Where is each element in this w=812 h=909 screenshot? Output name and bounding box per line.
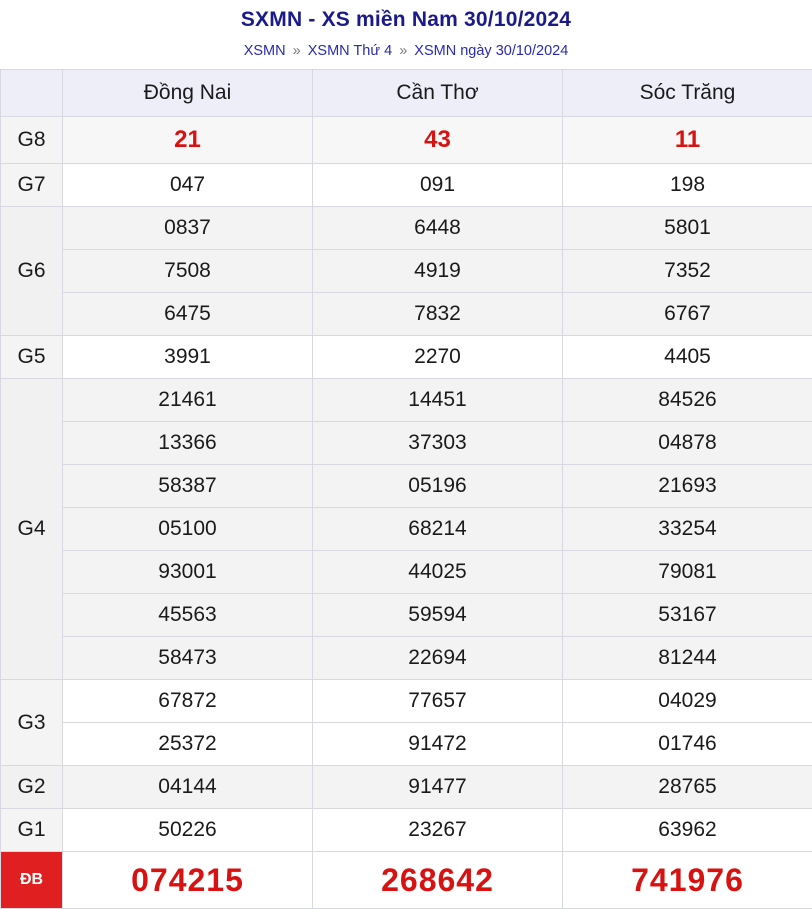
prize-value-g8-dong-nai: 21 (63, 117, 313, 164)
prize-value-g4-soc-trang-7: 81244 (563, 637, 812, 680)
prize-value-g6-dong-nai-2: 7508 (63, 250, 313, 293)
prize-label-g3: G3 (1, 680, 63, 766)
prize-label-g8: G8 (1, 117, 63, 164)
prize-value-g1-soc-trang: 63962 (563, 809, 812, 852)
table-row-g1 (1, 809, 812, 852)
table-row-g7 (1, 164, 812, 207)
breadcrumb-item-date[interactable]: XSMN ngày 30/10/2024 (414, 43, 568, 59)
prize-value-g7-can-tho: 091 (313, 164, 563, 207)
province-header-soc-trang: Sóc Trăng (563, 70, 812, 117)
prize-value-g1-can-tho: 23267 (313, 809, 563, 852)
prize-value-g3-can-tho-1: 77657 (313, 680, 563, 723)
prize-value-g4-can-tho-3: 05196 (313, 465, 563, 508)
table-row-g4-3 (1, 465, 812, 508)
prize-value-db-dong-nai: 074215 (63, 852, 313, 909)
prize-value-g4-soc-trang-1: 84526 (563, 379, 812, 422)
prize-value-g3-can-tho-2: 91472 (313, 723, 563, 766)
prize-value-g1-dong-nai: 50226 (63, 809, 313, 852)
prize-value-g7-dong-nai: 047 (63, 164, 313, 207)
prize-value-g4-dong-nai-7: 58473 (63, 637, 313, 680)
table-row-db (1, 852, 812, 909)
prize-value-g7-soc-trang: 198 (563, 164, 812, 207)
table-row-g6-1 (1, 207, 812, 250)
prize-value-g5-can-tho: 2270 (313, 336, 563, 379)
prize-value-g2-can-tho: 91477 (313, 766, 563, 809)
prize-label-g6: G6 (1, 207, 63, 336)
table-row-g4-6 (1, 594, 812, 637)
table-row-g3-1 (1, 680, 812, 723)
prize-label-g1: G1 (1, 809, 63, 852)
prize-value-g4-dong-nai-2: 13366 (63, 422, 313, 465)
table-row-g4-1 (1, 379, 812, 422)
prize-value-g6-soc-trang-3: 6767 (563, 293, 812, 336)
prize-value-g5-soc-trang: 4405 (563, 336, 812, 379)
prize-value-g6-soc-trang-2: 7352 (563, 250, 812, 293)
prize-label-g2: G2 (1, 766, 63, 809)
prize-value-g4-dong-nai-6: 45563 (63, 594, 313, 637)
prize-value-g6-can-tho-1: 6448 (313, 207, 563, 250)
prize-value-g6-soc-trang-1: 5801 (563, 207, 812, 250)
table-row-g4-4 (1, 508, 812, 551)
prize-value-g4-dong-nai-5: 93001 (63, 551, 313, 594)
header-corner-cell (1, 70, 63, 117)
prize-value-g6-dong-nai-3: 6475 (63, 293, 313, 336)
prize-value-db-can-tho: 268642 (313, 852, 563, 909)
table-row-g2 (1, 766, 812, 809)
prize-value-g4-can-tho-1: 14451 (313, 379, 563, 422)
prize-value-g2-soc-trang: 28765 (563, 766, 812, 809)
table-row-g4-2 (1, 422, 812, 465)
prize-value-g4-soc-trang-5: 79081 (563, 551, 812, 594)
prize-label-db: ĐB (1, 852, 63, 909)
breadcrumb-item-weekday[interactable]: XSMN Thứ 4 (308, 43, 392, 59)
prize-value-g6-dong-nai-1: 0837 (63, 207, 313, 250)
prize-label-g4: G4 (1, 379, 63, 680)
table-row-g4-7 (1, 637, 812, 680)
prize-value-g4-soc-trang-2: 04878 (563, 422, 812, 465)
prize-value-g4-soc-trang-6: 53167 (563, 594, 812, 637)
table-header-row (1, 70, 812, 117)
prize-value-g4-dong-nai-1: 21461 (63, 379, 313, 422)
table-row-g4-5 (1, 551, 812, 594)
prize-value-g4-can-tho-5: 44025 (313, 551, 563, 594)
table-row-g8 (1, 117, 812, 164)
prize-value-g3-soc-trang-2: 01746 (563, 723, 812, 766)
prize-value-g3-soc-trang-1: 04029 (563, 680, 812, 723)
province-header-can-tho: Cần Thơ (313, 70, 563, 117)
prize-value-g6-can-tho-2: 4919 (313, 250, 563, 293)
prize-value-db-soc-trang: 741976 (563, 852, 812, 909)
prize-value-g3-dong-nai-2: 25372 (63, 723, 313, 766)
page-title: SXMN - XS miền Nam 30/10/2024 (0, 0, 812, 32)
prize-label-g5: G5 (1, 336, 63, 379)
breadcrumb (0, 32, 812, 69)
table-row-g5 (1, 336, 812, 379)
prize-value-g4-dong-nai-3: 58387 (63, 465, 313, 508)
prize-value-g4-soc-trang-3: 21693 (563, 465, 812, 508)
prize-value-g4-dong-nai-4: 05100 (63, 508, 313, 551)
prize-value-g3-dong-nai-1: 67872 (63, 680, 313, 723)
prize-value-g4-can-tho-6: 59594 (313, 594, 563, 637)
breadcrumb-item-xsmn[interactable]: XSMN (244, 43, 286, 59)
table-row-g6-2 (1, 250, 812, 293)
prize-value-g4-can-tho-7: 22694 (313, 637, 563, 680)
prize-value-g4-can-tho-2: 37303 (313, 422, 563, 465)
breadcrumb-separator-1: » (290, 43, 304, 59)
breadcrumb-separator-2: » (396, 43, 410, 59)
prize-value-g2-dong-nai: 04144 (63, 766, 313, 809)
prize-value-g6-can-tho-3: 7832 (313, 293, 563, 336)
prize-label-g7: G7 (1, 164, 63, 207)
prize-value-g4-soc-trang-4: 33254 (563, 508, 812, 551)
prize-value-g8-soc-trang: 11 (563, 117, 812, 164)
prize-value-g4-can-tho-4: 68214 (313, 508, 563, 551)
lottery-results-table (0, 69, 812, 909)
province-header-dong-nai: Đồng Nai (63, 70, 313, 117)
prize-value-g8-can-tho: 43 (313, 117, 563, 164)
table-row-g3-2 (1, 723, 812, 766)
table-row-g6-3 (1, 293, 812, 336)
prize-value-g5-dong-nai: 3991 (63, 336, 313, 379)
